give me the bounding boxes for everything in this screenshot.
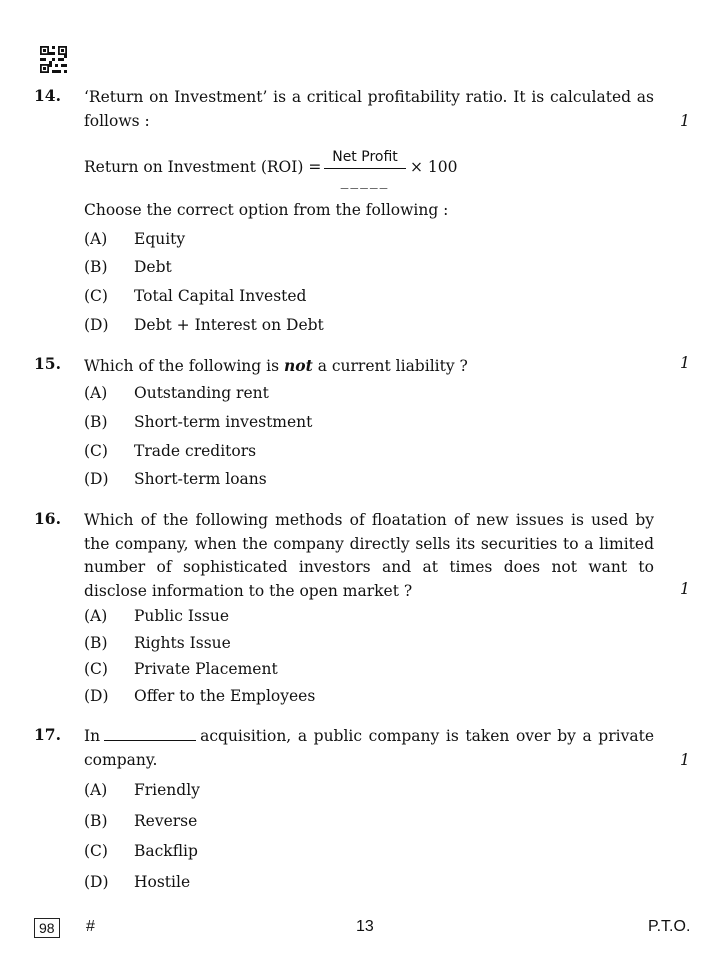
option-a: (A) Outstanding rent (84, 384, 269, 402)
option-d: (D) Short-term loans (84, 470, 267, 488)
option-a: (A) Public Issue (84, 607, 230, 625)
option-c: (C) Trade creditors (84, 442, 257, 460)
option-d: (D) Offer to the Employees (84, 687, 316, 705)
formula-numerator: Net Profit (332, 149, 398, 165)
pto-label: P.T.O. (648, 918, 691, 935)
hash-symbol: # (86, 918, 95, 935)
question-mark: 1 (680, 112, 690, 130)
option-a: (A) Equity (84, 230, 186, 248)
question-number: 15. (34, 354, 61, 373)
question-mark: 1 (680, 580, 690, 598)
paper-code-box: 98 (34, 918, 60, 938)
option-d: (D) Debt + Interest on Debt (84, 316, 324, 334)
question-number: 14. (34, 86, 61, 105)
formula-fraction (324, 147, 406, 188)
qr-code-icon (40, 46, 67, 73)
option-c: (C) Backflip (84, 842, 198, 860)
emphasis-not: not (283, 356, 313, 375)
question-number: 17. (34, 725, 61, 744)
question-text: ‘Return on Investment’ is a critical profitability ratio. It is calculated as follows : (84, 88, 654, 130)
option-b: (B) Reverse (84, 812, 198, 830)
instruction-text: Choose the correct option from the following : (84, 201, 449, 219)
question-mark: 1 (680, 751, 690, 769)
question-text: Which of the following methods of floatation of new issues is used by the company, when the company directly sells its securities to a limited number of sophisticated investors and at times does not want to disclose information to the open market ? (84, 511, 654, 600)
page-number: 13 (356, 918, 374, 935)
fill-in-blank (104, 726, 196, 741)
formula-rhs: × 100 (410, 158, 458, 176)
question-text: Which of the following is not a current liability ? (84, 356, 468, 375)
question-text: In acquisition, a public company is taken over by a private company. (84, 727, 654, 769)
formula-lhs: Return on Investment (ROI) = (84, 158, 322, 176)
question-number: 16. (34, 509, 61, 528)
option-a: (A) Friendly (84, 781, 200, 799)
option-b: (B) Short-term investment (84, 413, 313, 431)
fraction-bar (324, 168, 406, 169)
option-d: (D) Hostile (84, 873, 191, 891)
formula-denominator: _____ (340, 171, 390, 189)
option-b: (B) Debt (84, 258, 172, 276)
option-b: (B) Rights Issue (84, 634, 231, 652)
question-mark: 1 (680, 354, 690, 372)
option-c: (C) Private Placement (84, 660, 278, 678)
option-c: (C) Total Capital Invested (84, 287, 307, 305)
